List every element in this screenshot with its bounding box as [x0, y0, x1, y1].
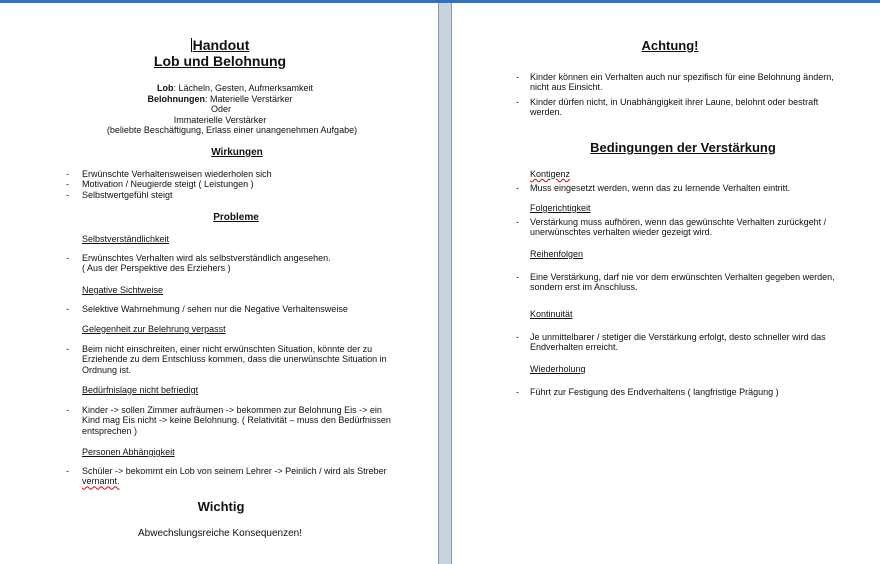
bullet-dash: - [66, 344, 69, 354]
bullet-dash: - [66, 189, 69, 200]
problem-text: Erziehende zu dem Entschluss kommen, dass die unerwünschte Situation in [82, 354, 387, 365]
text-cursor [191, 38, 192, 52]
problem-text: Selektive Wahrnehmung / sehen nur die Negative Verhaltensweise [82, 304, 348, 314]
condition-text: Verstärkung muss aufhören, wenn das gewünschte Verhalten zurückgeht / [530, 217, 827, 227]
bullet-dash: - [66, 253, 69, 263]
handout-title: Handout [192, 37, 250, 53]
wirkungen-item: Erwünschte Verhaltensweisen wiederholen sich [82, 169, 272, 179]
condition-text: Führt zur Festigung des Endverhaltens ( langfristige Prägung ) [530, 387, 779, 397]
wirkungen-item: Motivation / Neugierde steigt ( Leistungen ) [82, 179, 254, 190]
wirkungen-heading: Wirkungen [211, 147, 263, 158]
problem-subheading: Personen Abhängigkeit [82, 447, 175, 457]
bedingungen-heading: Bedingungen der Verstärkung [590, 140, 776, 155]
bullet-dash: - [516, 387, 519, 397]
problem-text: Kinder -> sollen Zimmer aufräumen -> bekommen zur Belohnung Eis -> ein [82, 405, 382, 415]
problem-text-misspelled: vernannt. [82, 476, 120, 487]
wirkungen-item: Selbstwertgefühl steigt [82, 189, 173, 200]
condition-subheading: Reihenfolgen [530, 249, 584, 259]
immateriell-line: Immaterielle Verstärker [173, 114, 267, 125]
achtung-item: Kinder dürfen nicht, in Unabhängigkeit ihrer Laune, belohnt oder bestraft [530, 97, 819, 107]
probleme-heading: Probleme [213, 212, 259, 223]
bullet-dash: - [66, 179, 69, 190]
problem-subheading: Bedürfnislage nicht befriedigt [82, 385, 199, 395]
achtung-item: werden. [530, 107, 563, 118]
achtung-item: Kinder können ein Verhalten auch nur spezifisch für eine Belohnung ändern, [530, 72, 834, 82]
page-gutter [438, 3, 452, 564]
main-title: Lob und Belohnung [153, 53, 287, 69]
bullet-dash: - [516, 272, 519, 282]
condition-text: Eine Verstärkung, darf nie vor dem erwünschten Verhalten gegeben werden, [530, 272, 835, 282]
bullet-dash: - [66, 466, 69, 476]
bullet-dash: - [516, 217, 519, 227]
problem-text: Beim nicht einschreiten, einer nicht erwünschten Situation, könnte der zu [82, 344, 373, 354]
achtung-heading: Achtung! [641, 38, 699, 53]
lob-line: Lob: Lächeln, Gesten, Aufmerksamkeit [156, 83, 314, 93]
condition-text: sondern erst im Anschluss. [530, 282, 638, 293]
page-right[interactable] [452, 3, 880, 564]
belohnungen-line: Belohnungen: Materielle Verstärker [147, 93, 293, 104]
bullet-dash: - [516, 183, 519, 193]
condition-text: Je unmittelbarer / stetiger die Verstärkung erfolgt, desto schneller wird das [530, 332, 826, 342]
achtung-item: nicht aus Einsicht. [530, 82, 603, 93]
oder-line: Oder [210, 104, 231, 114]
condition-subheading: Kontinuität [530, 309, 573, 319]
problem-subheading: Negative Sichtweise [82, 285, 164, 295]
beispiel-line: (beliebte Beschäftigung, Erlass einer unangenehmen Aufgabe) [106, 125, 358, 135]
bullet-dash: - [66, 169, 69, 179]
condition-subheading: Wiederholung [530, 364, 586, 374]
page-left[interactable] [0, 3, 438, 564]
konsequenzen-text: Abwechslungsreiche Konsequenzen! [138, 528, 302, 539]
bullet-dash: - [516, 332, 519, 342]
bullet-dash: - [516, 72, 519, 82]
condition-subheading: Kontigenz [530, 169, 571, 179]
condition-text: Muss eingesetzt werden, wenn das zu lernende Verhalten eintritt. [530, 183, 791, 193]
problem-text: Ordnung ist. [82, 364, 132, 375]
problem-text: Kind mag Eis nicht -> keine Belohnung. ( Relativität – muss den Bedürfnissen [82, 415, 391, 426]
bullet-dash: - [66, 405, 69, 415]
problem-subheading: Gelegenheit zur Belehrung verpasst [82, 324, 226, 334]
problem-text: ( Aus der Perspektive des Erziehers ) [82, 263, 231, 274]
wichtig-heading: Wichtig [197, 499, 245, 514]
bullet-dash: - [66, 304, 69, 314]
condition-subheading: Folgerichtigkeit [530, 203, 591, 213]
condition-text: unerwünschtes verhalten wieder gezeigt wird. [530, 227, 713, 238]
problem-text: entsprechen ) [82, 425, 138, 436]
problem-text: Schüler -> bekommt ein Lob von seinem Lehrer -> Peinlich / wird als Streber [82, 466, 387, 476]
problem-subheading: Selbstverständlichkeit [82, 234, 170, 244]
problem-text: Erwünschtes Verhalten wird als selbstverständlich angesehen. [82, 253, 331, 263]
bullet-dash: - [516, 97, 519, 107]
condition-text: Endverhalten erreicht. [530, 342, 619, 353]
